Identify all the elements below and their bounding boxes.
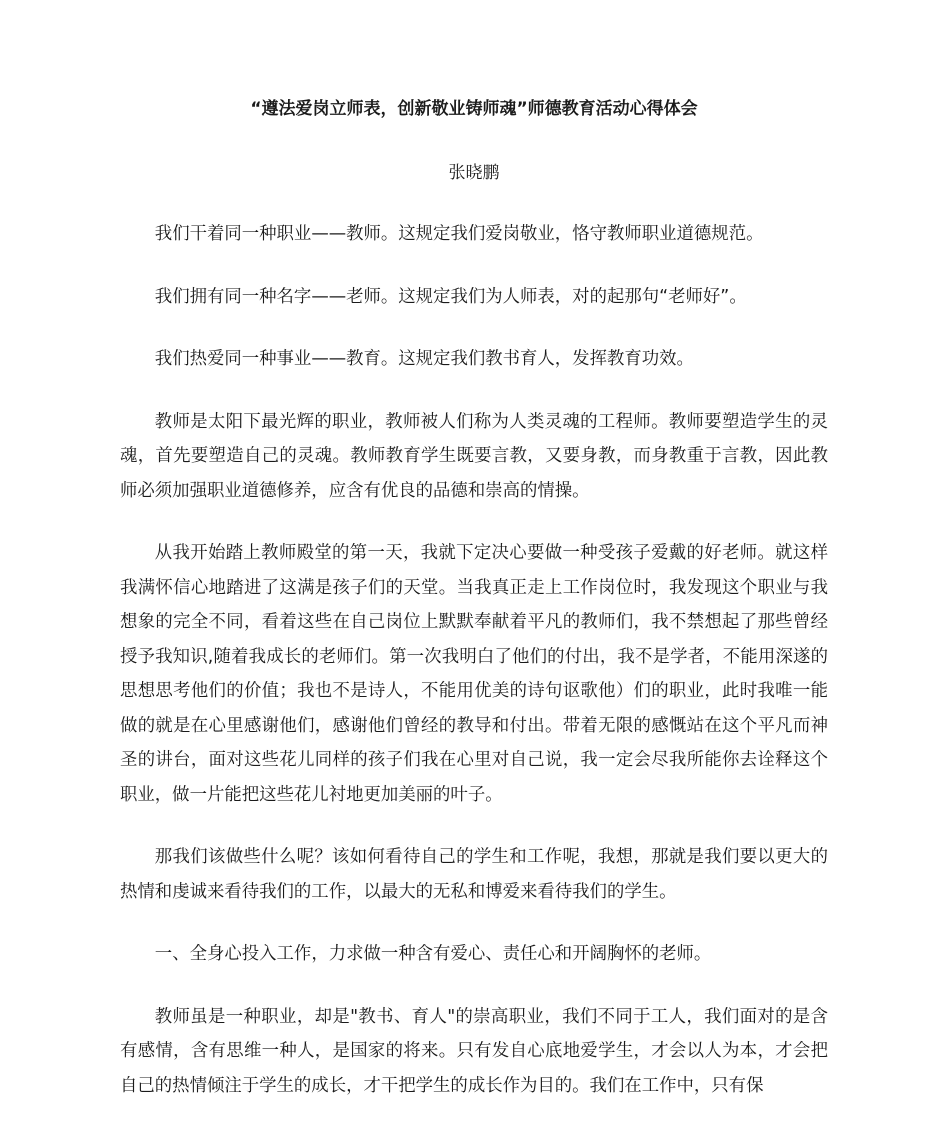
paragraph-1: 我们干着同一种职业——教师。这规定我们爱岗敬业，恪守教师职业道德规范。 [154,224,764,244]
document-title: “遵法爱岗立师表，创新敬业铸师魂”师德教育活动心得体会 [250,99,698,119]
paragraph-2: 我们拥有同一种名字——老师。这规定我们为人师表，对的起那句“老师好”。 [154,286,747,307]
paragraph-6: 那我们该做些什么呢？该如何看待自己的学生和工作呢，我想，那就是我们要以更大的热情和虔诚来看待我们的工作，以最大的无私和博爱来看待我们的学生。 [120,847,828,902]
paragraph-7: 教师虽是一种职业，却是"教书、育人"的崇高职业，我们不同于工人，我们面对的是含有感情，含有思维一种人，是国家的将来。只有发自心底地爱学生，才会以人为本，才会把自己的热情倾注于学生的成长，才干把学生的成长作为目的。我们在工作中，只有保 [120,1006,828,1096]
paragraph-5: 从我开始踏上教师殿堂的第一天，我就下定决心要做一种受孩子爱戴的好老师。就这样我满怀信心地踏进了这满是孩子们的天堂。当我真正走上工作岗位时，我发现这个职业与我想象的完全不同，看着这些在自己岗位上默默奉献着平凡的教师们，我不禁想起了那些曾经授予我知识,随着我成长的老师们。第一次我明白了他们的付出，我不是学者，不能用深遂的思想思考他们的价值；我也不是诗人，不能用优美的诗句讴歌他）们的职业，此时我唯一能做的就是在心里感谢他们，感谢他们曾经的教导和付出。带着无限的感慨站在这个平凡而神圣的讲台，面对这些花儿同样的孩子们我在心里对自己说，我一定会尽我所能你去诠释这个职业，做一片能把这些花儿衬地更加美丽的叶子。 [120,543,828,805]
document-page [120,92,828,1103]
paragraph-4: 教师是太阳下最光辉的职业，教师被人们称为人类灵魂的工程师。教师要塑造学生的灵魂，首先要塑造自己的灵魂。教师教育学生既要言教，又要身教，而身教重于言教，因此教师必须加强职业道德修养，应含有优良的品德和崇高的情操。 [120,411,828,501]
document-author: 张晓鹏 [448,163,500,183]
section-heading-1: 一、全身心投入工作，力求做一种含有爱心、责任心和开阔胸怀的老师。 [154,944,712,964]
paragraph-3: 我们热爱同一种事业——教育。这规定我们教书育人，发挥教育功效。 [154,349,694,369]
